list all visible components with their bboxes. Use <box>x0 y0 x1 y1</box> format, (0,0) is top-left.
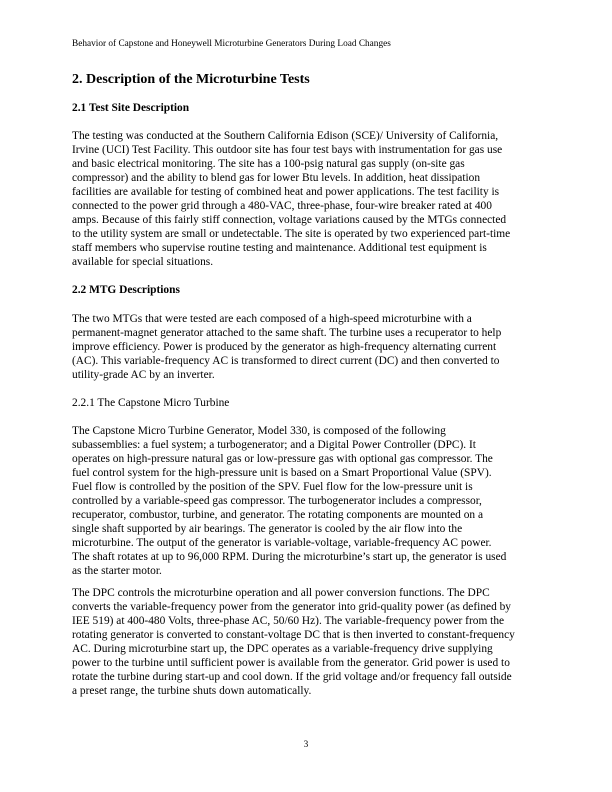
paragraph-line: rotating generator is converted to constant-voltage DC that is then inverted to constant-frequency <box>72 629 515 642</box>
paragraph-line: as the starter motor. <box>72 565 162 578</box>
test-site-heading: 2.1 Test Site Description <box>72 102 190 114</box>
running-header: Behavior of Capstone and Honeywell Microturbine Generators During Load Changes <box>72 39 391 49</box>
paragraph-line: Irvine (UCI) Test Facility. This outdoor site has four test bays with instrumentation for gas use <box>72 144 503 157</box>
paragraph-line: a preset range, the turbine shuts down automatically. <box>72 685 312 698</box>
paragraph-line: The Capstone Micro Turbine Generator, Model 330, is composed of the following <box>72 425 446 437</box>
capstone-paragraph-1 <box>72 424 542 579</box>
paragraph-line: permanent-magnet generator attached to the same shaft. The turbine uses a recuperator to help <box>72 327 502 340</box>
paragraph-line: microturbine. The output of the generator is variable-voltage, variable-frequency AC power. <box>72 537 492 550</box>
paragraph-line: recuperator, combustor, turbine, and generator. The rotating components are mounted on a <box>72 509 484 522</box>
paragraph-line: single shaft supported by air bearings. The generator is cooled by the air flow into the <box>72 523 463 536</box>
paragraph-line: improve efficiency. Power is produced by the generator as high-frequency alternating current <box>72 341 497 354</box>
paragraph-line: AC. During microturbine start up, the DPC operates as a variable-frequency drive supplying <box>72 643 493 656</box>
paragraph-line: (AC). This variable-frequency AC is transformed to direct current (DC) and then converted to <box>72 355 500 368</box>
mtg-heading: 2.2 MTG Descriptions <box>72 284 180 296</box>
paragraph-line: facilities are available for testing of combined heat and power applications. The test facility is <box>72 186 500 199</box>
paragraph-line: IEE 519) at 400-480 Volts, three-phase AC, 50/60 Hz). The variable-frequency power from the <box>72 615 505 628</box>
paragraph-line: The testing was conducted at the Southern California Edison (SCE)/ University of California, <box>72 130 499 142</box>
paragraph-line: staff members who supervise routine testing and maintenance. Additional test equipment is <box>72 242 487 255</box>
paragraph-line: subassemblies: a fuel system; a turbogenerator; and a Digital Power Controller (DPC). It <box>72 439 476 452</box>
mtg-paragraph <box>72 312 542 382</box>
paragraph-line: The shaft rotates at up to 96,000 RPM. During the microturbine’s start up, the generator is used <box>72 551 507 564</box>
paragraph-line: available for special situations. <box>72 256 214 269</box>
test-site-paragraph <box>72 129 542 269</box>
paragraph-line: operates on high-pressure natural gas or low-pressure gas with optional gas compressor. The <box>72 453 493 466</box>
paragraph-line: controlled by a variable-speed gas compressor. The turbogenerator includes a compressor, <box>72 495 482 508</box>
paragraph-line: Fuel flow is controlled by the position of the SPV. Fuel flow for the low-pressure unit is <box>72 481 473 494</box>
capstone-heading: 2.2.1 The Capstone Micro Turbine <box>72 397 230 409</box>
capstone-paragraph-2 <box>72 586 542 698</box>
paragraph-line: The two MTGs that were tested are each composed of a high-speed microturbine with a <box>72 313 472 325</box>
paragraph-line: utility-grade AC by an inverter. <box>72 369 215 382</box>
paragraph-line: power to the turbine until sufficient power is available from the generator. Grid power is used to <box>72 657 510 670</box>
page-number: 3 <box>303 740 309 750</box>
paragraph-line: rotate the turbine during start-up and cool down. If the grid voltage and/or frequency fall outside <box>72 671 512 684</box>
paragraph-line: and basic electrical monitoring. The site has a 100-psig natural gas supply (on-site gas <box>72 158 465 171</box>
paragraph-line: amps. Because of this fairly stiff connection, voltage variations caused by the MTGs connected <box>72 214 507 227</box>
paragraph-line: connected to the power grid through a 480-VAC, three-phase, four-wire breaker rated at 400 <box>72 200 492 213</box>
paragraph-line: compressor) and the ability to blend gas for lower Btu levels. In addition, heat dissipation <box>72 172 481 185</box>
paragraph-line: fuel control system for the high-pressure unit is based on a Smart Proportional Value (SPV). <box>72 467 492 480</box>
section-heading: 2. Description of the Microturbine Tests <box>72 72 310 87</box>
paragraph-line: converts the variable-frequency power from the generator into grid-quality power (as defined by <box>72 601 512 614</box>
paragraph-line: to the utility system are small or undetectable. The site is operated by two experienced part-time <box>72 228 511 241</box>
paragraph-line: The DPC controls the microturbine operation and all power conversion functions. The DPC <box>72 587 490 599</box>
